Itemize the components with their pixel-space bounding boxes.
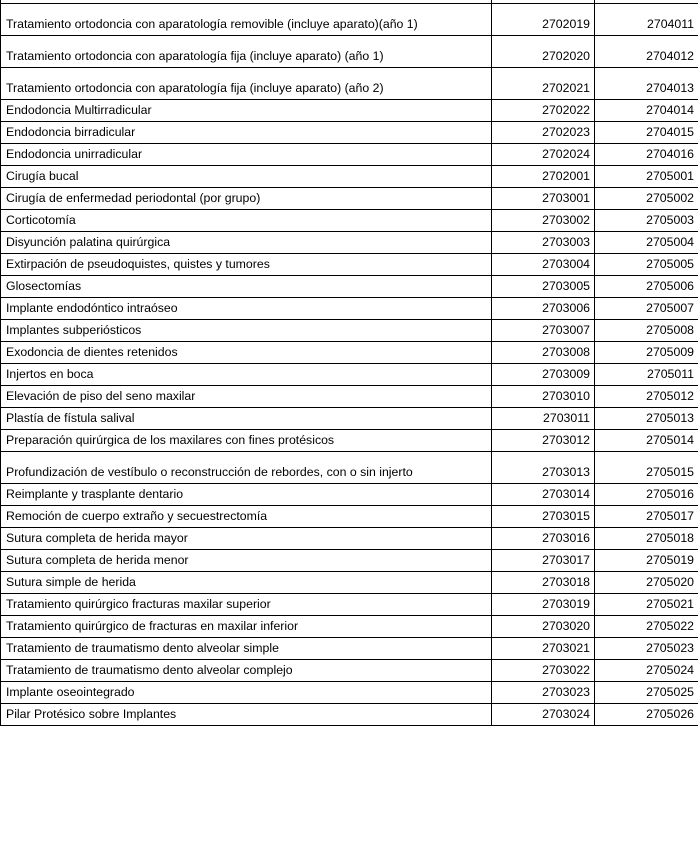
procedure-description: Profundización de vestíbulo o reconstrucción de rebordes, con o sin injerto — [1, 451, 492, 483]
table-row — [1, 549, 698, 571]
procedure-code-2: 2705019 — [595, 549, 698, 571]
procedure-code-1: 2703006 — [492, 297, 595, 319]
procedure-code-2: 2705014 — [595, 429, 698, 451]
procedure-code-1: 2703005 — [492, 275, 595, 297]
procedure-code-1: 2702020 — [492, 35, 595, 67]
procedures-table-body — [1, 0, 698, 725]
procedure-description: Remoción de cuerpo extraño y secuestrectomía — [1, 505, 492, 527]
procedure-description: Cirugía bucal — [1, 165, 492, 187]
procedure-description: Glosectomías — [1, 275, 492, 297]
procedure-description: Pilar Protésico sobre Implantes — [1, 703, 492, 725]
procedure-code-1: 2703010 — [492, 385, 595, 407]
table-row — [1, 407, 698, 429]
table-row — [1, 505, 698, 527]
procedure-code-1: 2703022 — [492, 659, 595, 681]
table-row — [1, 363, 698, 385]
table-row — [1, 593, 698, 615]
procedure-description: Tratamiento de traumatismo dento alveolar complejo — [1, 659, 492, 681]
procedure-code-2: 2705007 — [595, 297, 698, 319]
procedure-code-2: 2705004 — [595, 231, 698, 253]
procedure-code-1: 2702001 — [492, 165, 595, 187]
procedure-code-1: 2703014 — [492, 483, 595, 505]
table-row — [1, 35, 698, 67]
procedure-code-1: 2703008 — [492, 341, 595, 363]
procedure-code-2: 2705023 — [595, 637, 698, 659]
procedure-description: Cirugía de enfermedad periodontal (por grupo) — [1, 187, 492, 209]
procedure-description: Extirpación de pseudoquistes, quistes y tumores — [1, 253, 492, 275]
table-row — [1, 319, 698, 341]
table-row — [1, 429, 698, 451]
procedure-code-1: 2703017 — [492, 549, 595, 571]
procedure-description: Elevación de piso del seno maxilar — [1, 385, 492, 407]
procedure-code-1: 2702022 — [492, 99, 595, 121]
procedure-code-2: 2705021 — [595, 593, 698, 615]
procedure-code-2: 2704014 — [595, 99, 698, 121]
procedure-code-1: 2703020 — [492, 615, 595, 637]
procedure-description: Implantes subperiósticos — [1, 319, 492, 341]
procedure-code-1: 2703009 — [492, 363, 595, 385]
procedure-description: Plastía de fístula salival — [1, 407, 492, 429]
procedure-code-2: 2705011 — [595, 363, 698, 385]
procedure-code-1: 2702019 — [492, 3, 595, 35]
procedure-code-2: 2705006 — [595, 275, 698, 297]
procedure-code-1: 2703021 — [492, 637, 595, 659]
procedure-code-2: 2705016 — [595, 483, 698, 505]
procedure-description: Tratamiento quirúrgico fracturas maxilar superior — [1, 593, 492, 615]
procedure-description: Endodoncia unirradicular — [1, 143, 492, 165]
procedure-code-1: 2703004 — [492, 253, 595, 275]
procedure-code-1: 2703007 — [492, 319, 595, 341]
table-row — [1, 385, 698, 407]
table-row — [1, 297, 698, 319]
procedure-code-2: 2704011 — [595, 3, 698, 35]
table-row — [1, 703, 698, 725]
procedure-code-1: 2702023 — [492, 121, 595, 143]
procedure-code-2: 2705025 — [595, 681, 698, 703]
table-row — [1, 187, 698, 209]
procedure-description: Sutura completa de herida menor — [1, 549, 492, 571]
procedure-description: Implante oseointegrado — [1, 681, 492, 703]
procedure-code-2: 2705026 — [595, 703, 698, 725]
procedure-description: Tratamiento ortodoncia con aparatología fija (incluye aparato) (año 1) — [1, 35, 492, 67]
procedure-code-2: 2705015 — [595, 451, 698, 483]
procedure-code-2: 2705009 — [595, 341, 698, 363]
procedure-code-2: 2705018 — [595, 527, 698, 549]
procedure-code-1: 2703013 — [492, 451, 595, 483]
procedure-description: Tratamiento de traumatismo dento alveolar simple — [1, 637, 492, 659]
procedure-code-2: 2705020 — [595, 571, 698, 593]
procedure-code-1: 2703019 — [492, 593, 595, 615]
procedure-code-2: 2705017 — [595, 505, 698, 527]
table-row — [1, 165, 698, 187]
procedure-description: Preparación quirúrgica de los maxilares con fines protésicos — [1, 429, 492, 451]
procedure-description: Corticotomía — [1, 209, 492, 231]
table-row — [1, 659, 698, 681]
procedure-description: Disyunción palatina quirúrgica — [1, 231, 492, 253]
table-row — [1, 209, 698, 231]
procedure-code-2: 2704012 — [595, 35, 698, 67]
procedure-code-2: 2705024 — [595, 659, 698, 681]
procedure-description: Sutura completa de herida mayor — [1, 527, 492, 549]
table-row — [1, 143, 698, 165]
procedure-code-1: 2703023 — [492, 681, 595, 703]
procedure-code-2: 2705008 — [595, 319, 698, 341]
procedure-code-1: 2703011 — [492, 407, 595, 429]
procedure-code-1: 2703003 — [492, 231, 595, 253]
procedure-code-1: 2703001 — [492, 187, 595, 209]
procedure-code-1: 2703018 — [492, 571, 595, 593]
procedure-code-1: 2703024 — [492, 703, 595, 725]
procedure-code-2: 2705003 — [595, 209, 698, 231]
procedure-code-2: 2704015 — [595, 121, 698, 143]
procedure-code-1: 2702021 — [492, 67, 595, 99]
table-row — [1, 67, 698, 99]
procedure-description: Exodoncia de dientes retenidos — [1, 341, 492, 363]
procedure-code-1: 2703002 — [492, 209, 595, 231]
procedure-code-2: 2704016 — [595, 143, 698, 165]
table-row — [1, 615, 698, 637]
table-row — [1, 121, 698, 143]
table-row — [1, 275, 698, 297]
procedure-description: Implante endodóntico intraóseo — [1, 297, 492, 319]
table-row — [1, 483, 698, 505]
procedure-description: Sutura simple de herida — [1, 571, 492, 593]
table-row — [1, 527, 698, 549]
procedure-description: Tratamiento quirúrgico de fracturas en maxilar inferior — [1, 615, 492, 637]
table-row — [1, 253, 698, 275]
procedure-code-1: 2703015 — [492, 505, 595, 527]
procedure-code-2: 2705001 — [595, 165, 698, 187]
procedure-code-2: 2704013 — [595, 67, 698, 99]
table-row — [1, 637, 698, 659]
procedure-code-2: 2705022 — [595, 615, 698, 637]
procedure-description: Injertos en boca — [1, 363, 492, 385]
table-row — [1, 681, 698, 703]
procedure-code-2: 2705013 — [595, 407, 698, 429]
procedure-code-1: 2702024 — [492, 143, 595, 165]
procedure-code-2: 2705005 — [595, 253, 698, 275]
procedure-description: Endodoncia Multirradicular — [1, 99, 492, 121]
table-row — [1, 451, 698, 483]
procedure-code-1: 2703012 — [492, 429, 595, 451]
table-row — [1, 99, 698, 121]
table-row — [1, 341, 698, 363]
procedure-code-1: 2703016 — [492, 527, 595, 549]
procedure-description: Endodoncia birradicular — [1, 121, 492, 143]
procedure-description: Reimplante y trasplante dentario — [1, 483, 492, 505]
procedure-code-2: 2705012 — [595, 385, 698, 407]
procedure-description: Tratamiento ortodoncia con aparatología removible (incluye aparato)(año 1) — [1, 3, 492, 35]
table-row — [1, 3, 698, 35]
procedure-description: Tratamiento ortodoncia con aparatología fija (incluye aparato) (año 2) — [1, 67, 492, 99]
procedure-code-2: 2705002 — [595, 187, 698, 209]
table-row — [1, 231, 698, 253]
table-row — [1, 571, 698, 593]
